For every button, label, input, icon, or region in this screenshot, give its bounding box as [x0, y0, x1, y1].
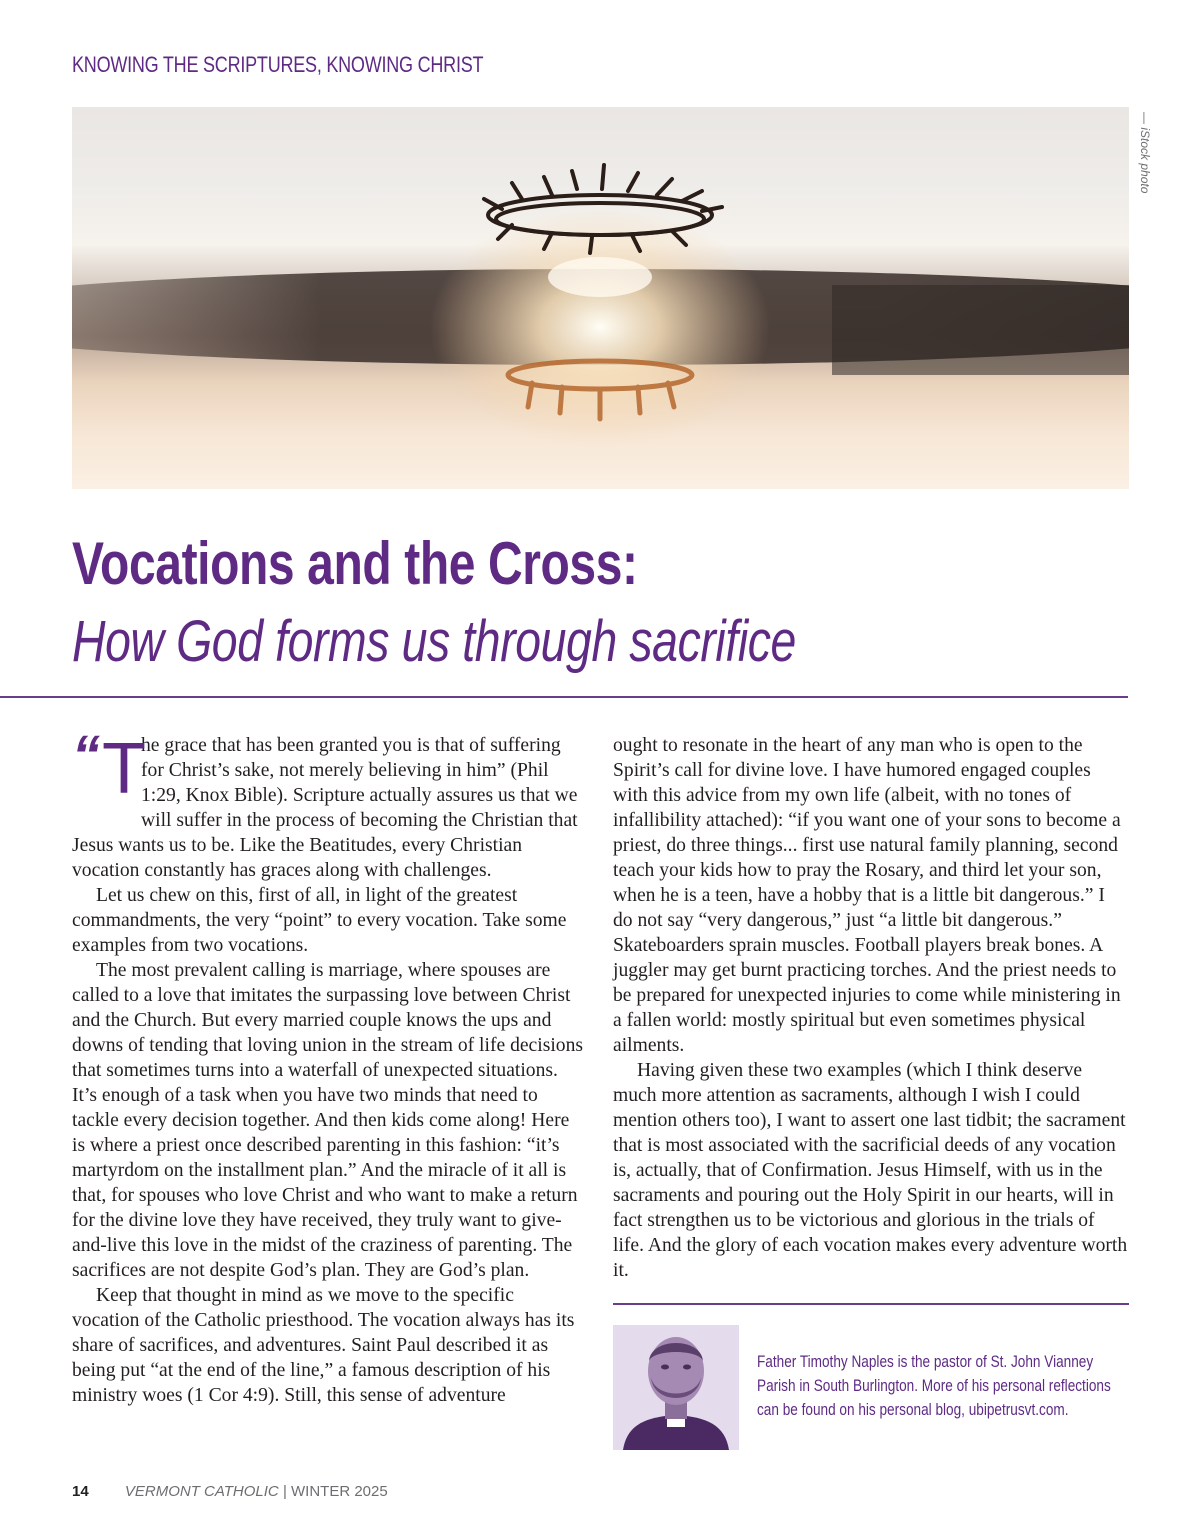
page-number: 14 [72, 1483, 89, 1500]
paragraph-1-text: he grace that has been granted you is that of suffering for Christ’s sake, not merely believing in him” (Phil 1:29, Knox Bible). Scripture actually assures us that we will suffer in the process of becoming the Christian that Jesus wants us to be. Like the Beatitudes, every Christian vocation constantly has graces along with challenges. [72, 735, 578, 881]
article-column-left [72, 723, 584, 1408]
page-footer [72, 1483, 388, 1500]
author-bio-line-3: can be found on his personal blog, ubipetrusvt.com. [757, 1400, 1069, 1419]
author-bio [757, 1350, 1173, 1422]
article-subtitle: How God forms us through sacrifice [72, 609, 796, 674]
author-photo [613, 1325, 739, 1450]
paragraph-5: ought to resonate in the heart of any man who is open to the Spirit’s call for divine love. I have humored engaged couples with this advice from my own life (albeit, with no tones of infallibility attached): “if you want one of your sons to become a priest, do three things... first use natural family planning, second teach your kids how to pray the Rosary, and third let your son, when he is a teen, have a hobby that is a little bit dangerous.” I do not say “very dangerous,” just “a little bit dangerous.” Skateboarders sprain muscles. Football players break bones. A juggler may get burnt practicing torches. And the priest needs to be prepared for unexpected injuries to come while ministering in a fallen world: mostly spiritual but even sometimes physical ailments. [613, 735, 1121, 1056]
paragraph-6: Having given these two examples (which I think deserve much more attention as sacraments, although I wish I could mention others too), I want to assert one last tidbit; the sacrament that is most associated with the sacrificial deeds of any vocation is, actually, that of Confirmation. Jesus Himself, with us in the sacraments and pouring out the Holy Spirit in our hearts, will in fact strengthen us to be victorious and glorious in the trials of life. And the glory of each vocation makes every adventure worth it. [613, 1060, 1128, 1281]
drop-cap-letter: T [102, 729, 146, 809]
photo-credit: — iStock photo [1138, 112, 1152, 194]
paragraph-4: Keep that thought in mind as we move to the specific vocation of the Catholic priesthood. The vocation always has its share of sacrifices, and adventures. Saint Paul described it as being put “at the end of the line,” a famous description of his ministry woes (1 Cor 4:9). Still, this sense of adventure [72, 1285, 575, 1406]
drop-cap [72, 723, 146, 811]
bio-divider [613, 1303, 1129, 1305]
issue-date: WINTER 2025 [291, 1483, 388, 1500]
author-bio-line-1: Father Timothy Naples is the pastor of St. John Vianney [757, 1352, 1094, 1371]
paragraph-1 [72, 723, 584, 883]
hero-image [72, 107, 1129, 489]
footer-separator: | [282, 1483, 287, 1500]
quote-mark: “ [72, 723, 100, 786]
section-kicker: KNOWING THE SCRIPTURES, KNOWING CHRIST [72, 52, 484, 77]
paragraph-2: Let us chew on this, first of all, in light of the greatest commandments, the very “point” to every vocation. Take some examples from two vocations. [72, 885, 567, 956]
paragraph-3: The most prevalent calling is marriage, where spouses are called to a love that imitates the surpassing love between Christ and the Church. But every married couple knows the ups and downs of tending that loving union in the stream of life decisions that sometimes turns into a waterfall of unexpected situations. It’s enough of a task when you have two minds that need to tackle every decision together. And then kids come along! Here is where a priest once described parenting in this fashion: “it’s martyrdom on the installment plan.” And the miracle of it all is that, for spouses who love Christ and who want to make a return for the divine love they have received, they truly want to give-and-live this love in the midst of the craziness of parenting. The sacrifices are not despite God’s plan. They are God’s plan. [72, 960, 583, 1281]
magazine-name: VERMONT CATHOLIC [124, 1483, 279, 1500]
author-bio-line-2: Parish in South Burlington. More of his personal reflections [757, 1376, 1111, 1395]
article-column-right [613, 733, 1129, 1283]
article-title: Vocations and the Cross: [72, 530, 638, 597]
title-divider [0, 696, 1128, 698]
